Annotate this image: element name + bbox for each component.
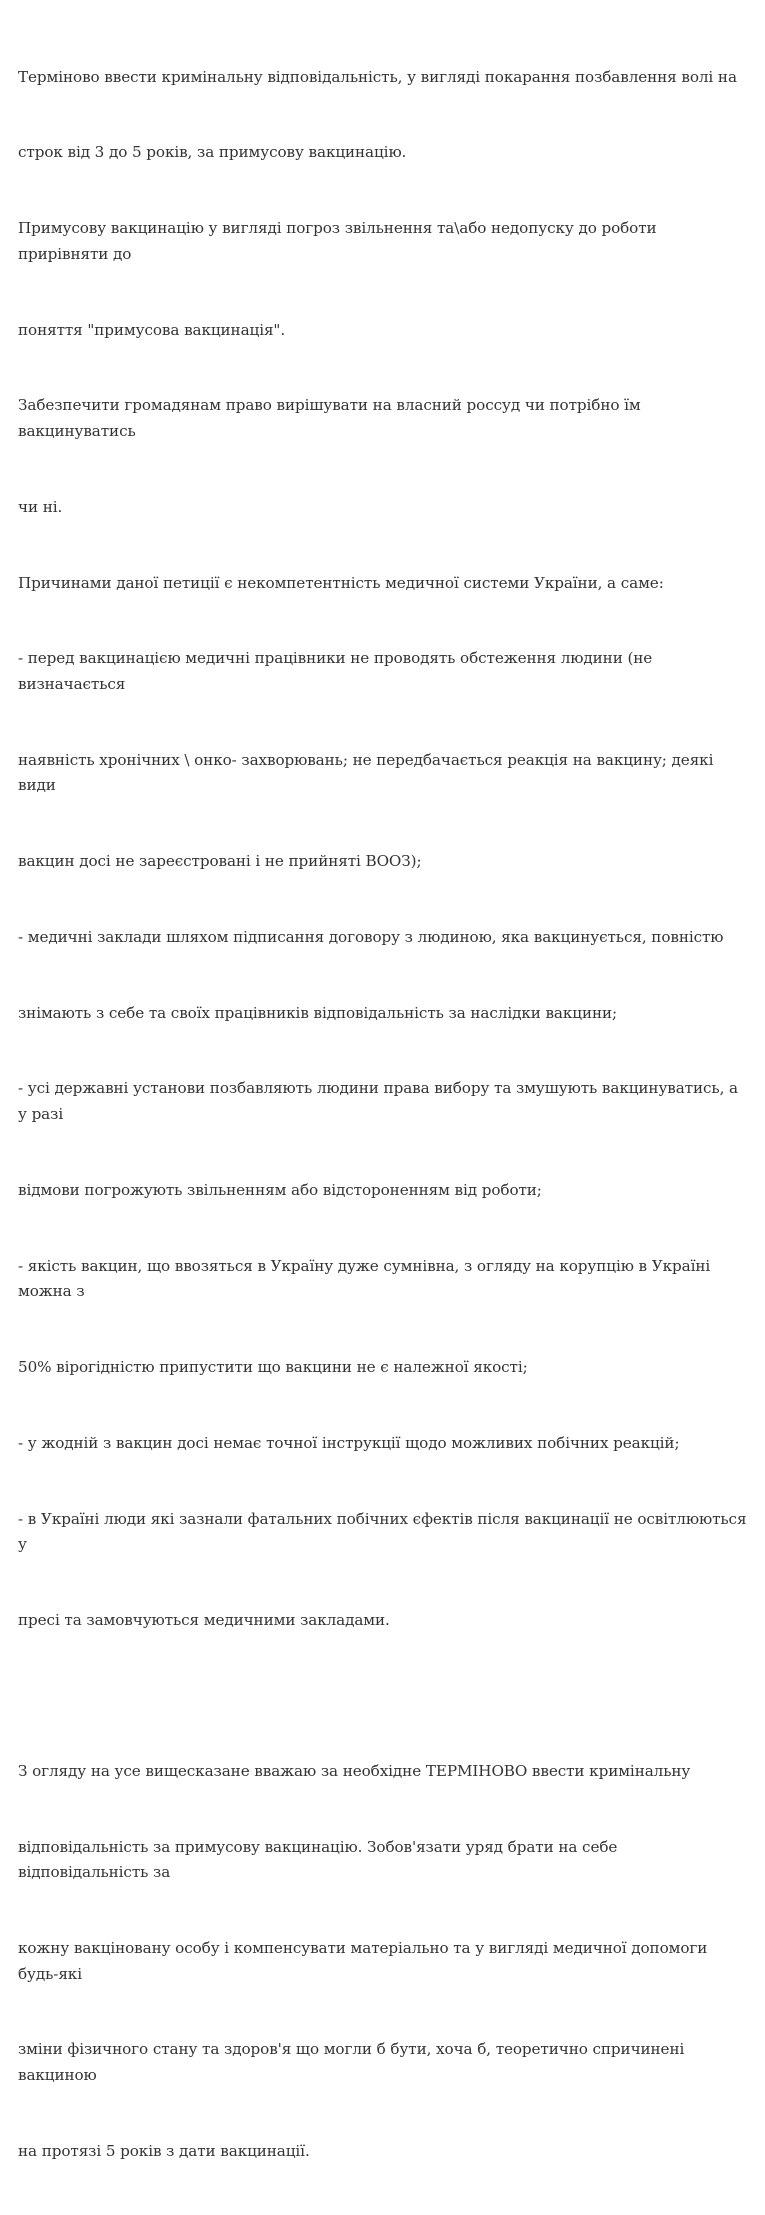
text-line: Причинами даної петиції є некомпетентність медичної системи України, а саме: — [18, 573, 664, 592]
petition-conclusion-paragraph — [18, 1709, 749, 2215]
text-line: Забезпечити громадянам право вирішувати на власний россуд чи потрібно їм вакцинуватись — [18, 396, 646, 440]
text-line: на протязі 5 років з дати вакцинації. — [18, 2141, 310, 2160]
list-item-line: - в Україні люди які зазнали фатальних побічних єфектів після вакцинації не освітлюються у — [18, 1509, 752, 1553]
text-line: З огляду на усе вищесказане вважаю за необхідне ТЕРМІНОВО ввести кримінальну — [18, 1762, 691, 1781]
list-item-line: пресі та замовчуються медичними закладами. — [18, 1610, 390, 1629]
text-line: строк від 3 до 5 років, за примусову вакцинацію. — [18, 143, 407, 162]
list-item-line: 50% вірогідністю припустити що вакцини не є належної якості; — [18, 1357, 528, 1376]
list-item-line: наявність хронічних \ онко- захворювань; не передбачається реакція на вакцину; деякі види — [18, 750, 719, 794]
text-line: відповідальність за примусову вакцинацію. Зобов'язати уряд брати на себе відповідальність за — [18, 1838, 622, 1882]
list-item-line: - у жодній з вакцин досі немає точної інструкції щодо можливих побічних реакцій; — [18, 1433, 680, 1452]
text-line: чи ні. — [18, 497, 63, 516]
text-line: кожну вакціновану особу і компенсувати матеріально та у вигляді медичної допомоги будь-які — [18, 1939, 712, 1983]
petition-demands-paragraph — [18, 14, 752, 1684]
list-item-line: - усі державні установи позбавляють людини права вибору та змушують вакцинуватись, а у разі — [18, 1079, 743, 1123]
list-item-line: - перед вакцинацією медичні працівники не проводять обстеження людини (не визначається — [18, 649, 657, 693]
list-item-line: відмови погрожують звільненням або відстороненням від роботи; — [18, 1180, 542, 1199]
list-item-line: вакцин досі не зареєстровані і не прийняті ВООЗ); — [18, 851, 422, 870]
text-line: поняття "примусова вакцинація". — [18, 320, 286, 339]
list-item-line: - якість вакцин, що ввозяться в Україну дуже сумнівна, з огляду на корупцію в Україні можна з — [18, 1256, 715, 1300]
text-line: Примусову вакцинацію у вигляді погроз звільнення та\або недопуску до роботи прирівняти до — [18, 219, 662, 263]
text-line: Терміново ввести кримінальну відповідальність, у вигляді покарання позбавлення волі на — [18, 67, 737, 86]
list-item-line: знімають з себе та своїх працівників відповідальність за наслідки вакцини; — [18, 1003, 618, 1022]
text-line: зміни фізичного стану та здоров'я що могли б бути, хоча б, теоретично спричинені вакциною — [18, 2040, 689, 2084]
list-item-line: - медичні заклади шляхом підписання договору з людиною, яка вакцинується, повністю — [18, 927, 724, 946]
